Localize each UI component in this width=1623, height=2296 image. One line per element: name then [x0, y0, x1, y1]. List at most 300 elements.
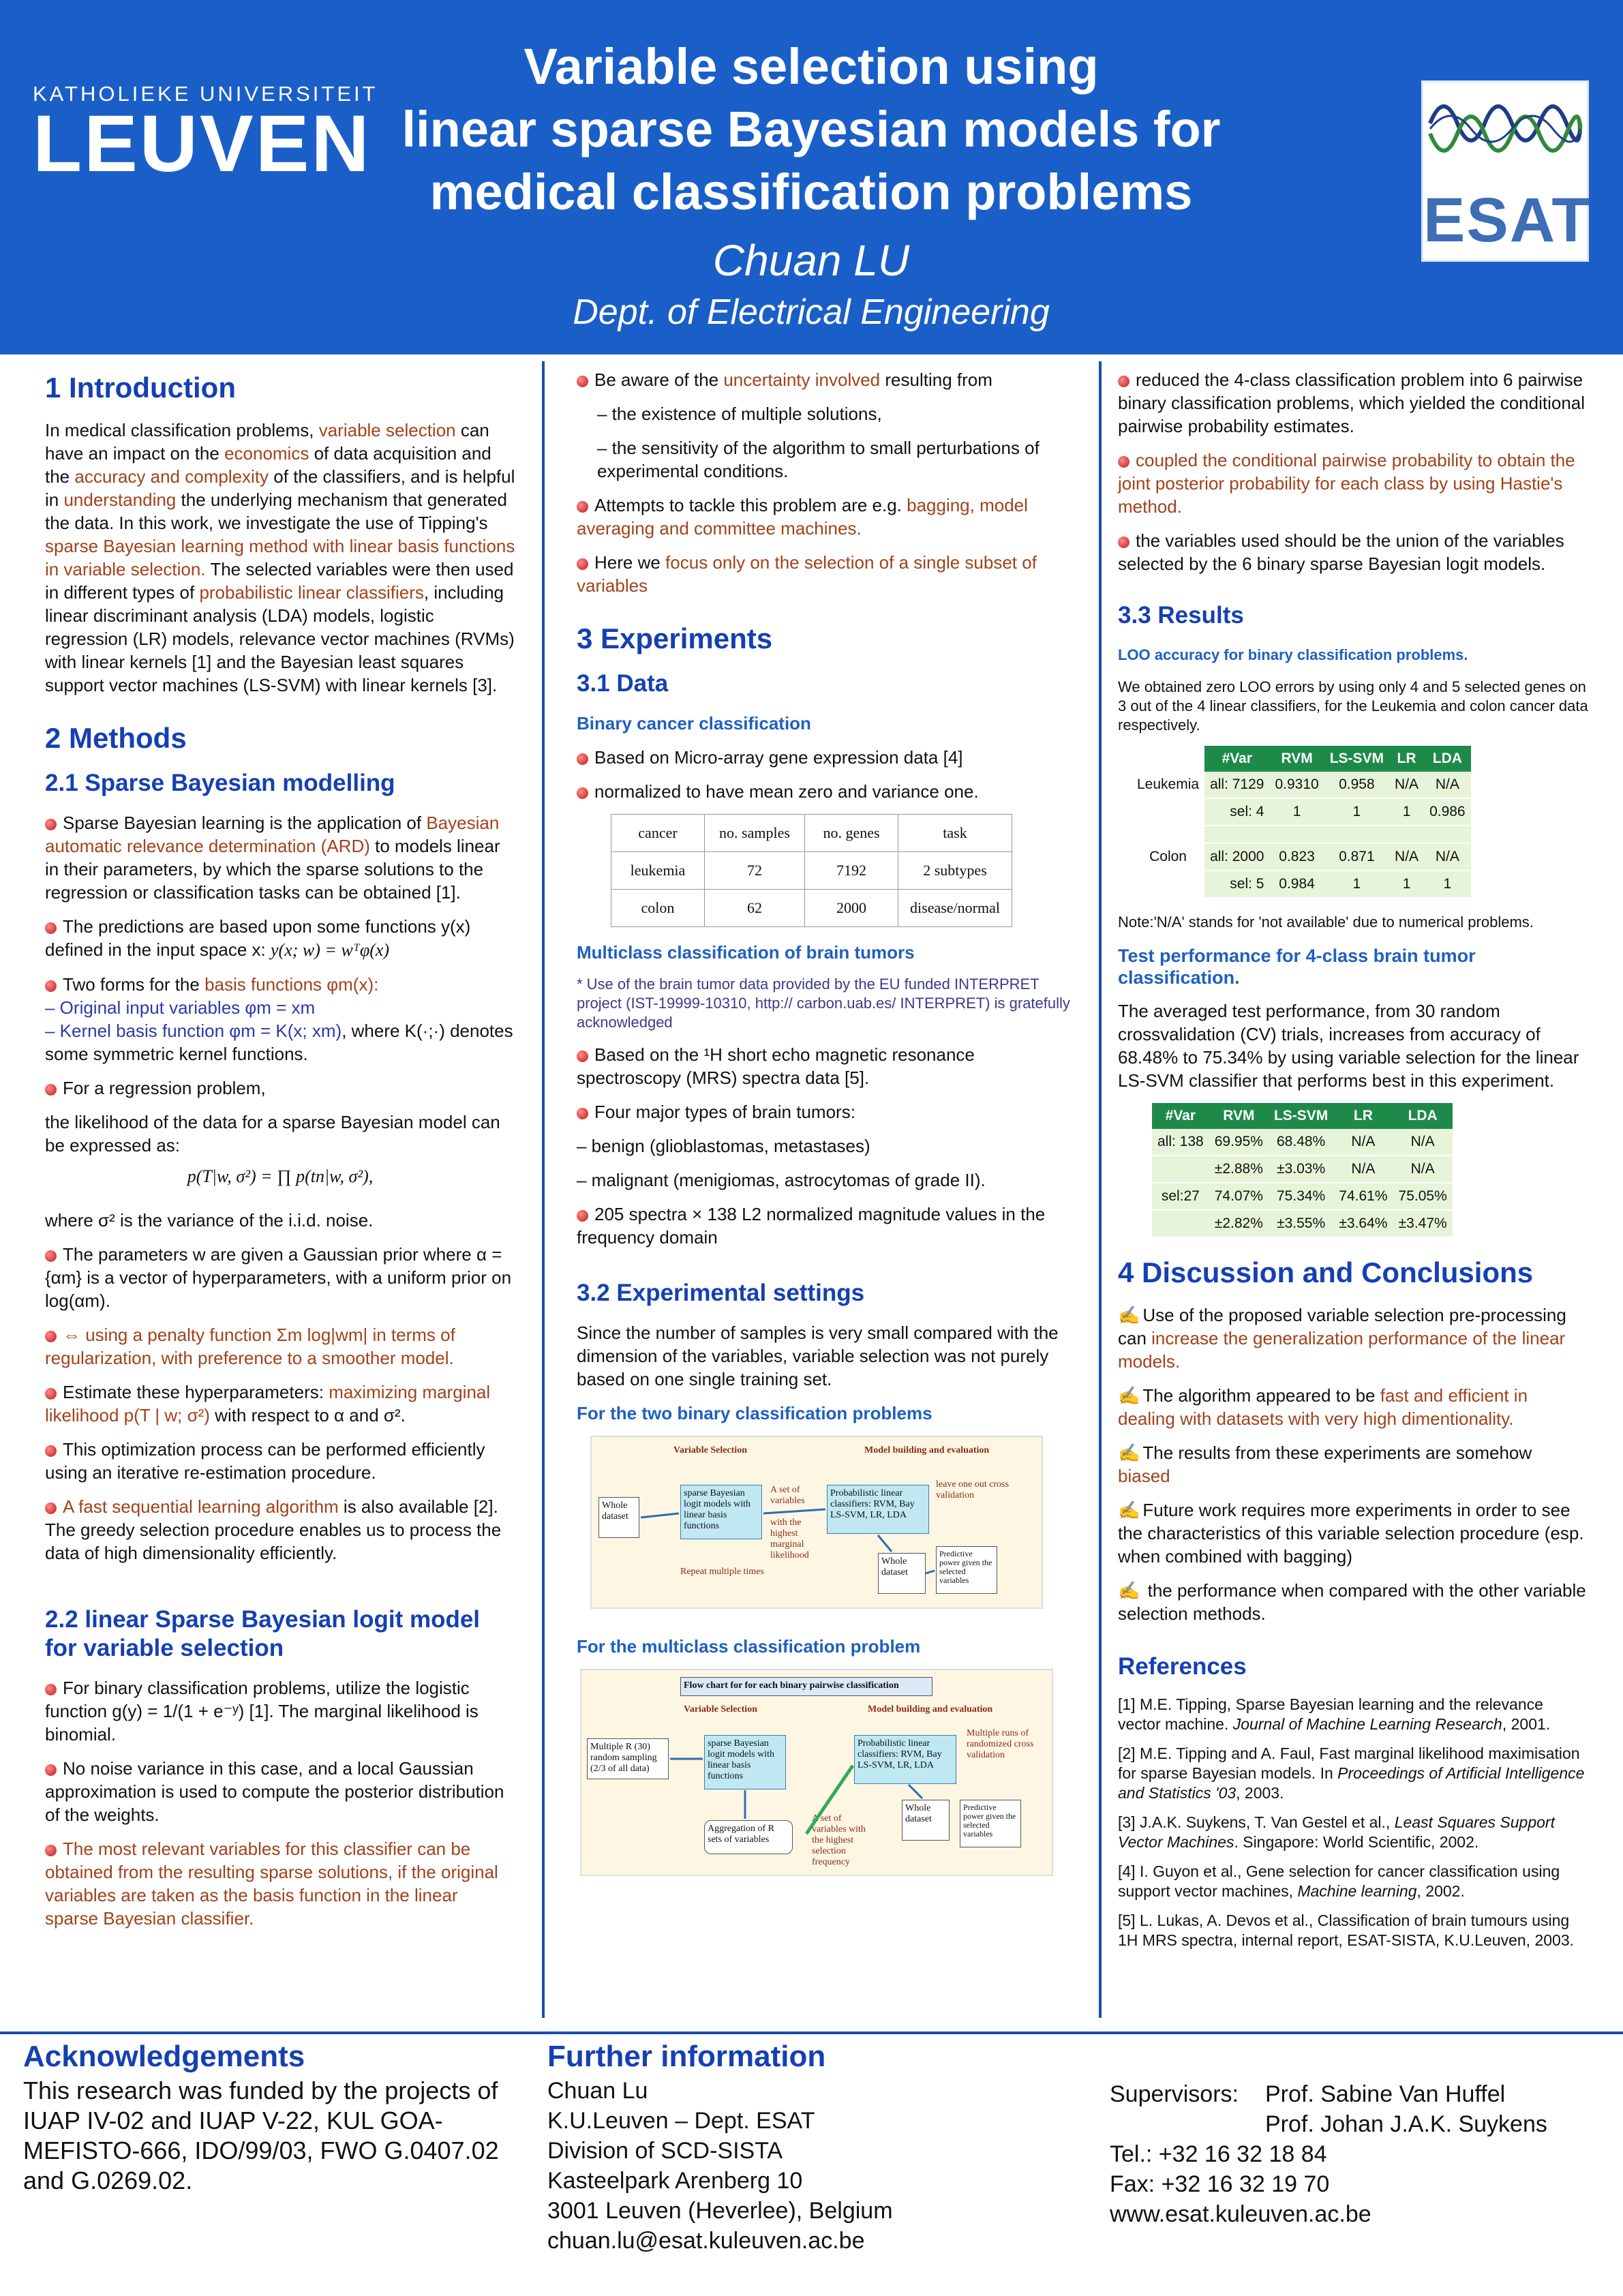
title-line: Variable selection using: [524, 38, 1099, 95]
text: Supervisors:: [1110, 2081, 1239, 2107]
table-cell: RVM: [1269, 746, 1324, 772]
bullet-icon: [1118, 537, 1129, 548]
subheading: LOO accuracy for binary classification problems.: [1118, 646, 1468, 663]
table-row: [1152, 1210, 1453, 1237]
equation: p(T|w, σ²) = ∏ p(tn|w, σ²),: [187, 1166, 374, 1186]
section-heading: 1 Introduction: [45, 372, 236, 404]
flow-label: Model building and evaluation: [868, 1704, 993, 1715]
title-line: linear sparse Bayesian models for: [401, 101, 1221, 157]
table-cell: 7192: [805, 852, 898, 890]
acknowledgement-note: * Use of the brain tumor data provided by the EU funded INTERPRET project (IST-19999-10310, http:// carbon.uab.es/ INTERPRET) is gratefully acknowledged: [577, 976, 1070, 1031]
subheading: For the two binary classification problems: [577, 1403, 932, 1423]
table-cell: 1: [1389, 871, 1424, 898]
bullet-icon: [577, 753, 588, 765]
table-cell: no. samples: [705, 815, 805, 852]
text: Prof. Sabine Van Huffel: [1265, 2081, 1506, 2107]
table-cell: LS-SVM: [1269, 1103, 1333, 1129]
highlight: focus only on the selection of a single subset of variables: [577, 552, 1037, 596]
reference-item: [5] L. Lukas, A. Devos et al., Classification of brain tumours using 1H MRS spectra, internal report, ESAT-SISTA, K.U.Leuven, 2003.: [1118, 1912, 1574, 1949]
highlight: uncertainty involved: [723, 369, 881, 390]
conclusion-item: [1118, 1498, 1588, 1568]
paragraph: We obtained zero LOO errors by using only 4 and 5 selected genes on 3 out of the 4 linear classifiers, for the Leukemia and colon cancer data respectively.: [1118, 678, 1588, 734]
flowchart-binary: [590, 1436, 1043, 1609]
paragraph: the likelihood of the data for a sparse Bayesian model can be expressed as:: [45, 1112, 500, 1155]
table-cell: ±3.64%: [1333, 1210, 1393, 1237]
logo-big-text: LEUVEN: [33, 99, 371, 189]
text: – Kernel basis function φm = K(x; xm): [45, 1021, 342, 1041]
highlight: Bayesian automatic relevance determination (ARD): [45, 813, 500, 856]
table-row: [1132, 871, 1471, 898]
bullet-icon: [577, 501, 588, 513]
table-cell: 74.61%: [1333, 1183, 1393, 1210]
footer-divider: [0, 2031, 1623, 2034]
highlight: bagging, model averaging and committee machines.: [577, 495, 1028, 539]
table-cell: ±2.88%: [1209, 1155, 1269, 1183]
text: to models linear in their parameters, by which the sparse solutions to the regression or classification tasks can be obtained [1].: [45, 836, 500, 903]
text: – Original input variables φm = xm: [45, 997, 316, 1018]
column-3: [1118, 368, 1588, 1960]
flow-box: sparse Bayesian logit models with linear basis functions: [680, 1485, 762, 1539]
table-header-row: [1132, 746, 1471, 772]
table-cell: sel:27: [1152, 1183, 1209, 1210]
table-cell: cancer: [611, 815, 705, 852]
dash-item: – malignant (menigiomas, astrocytomas of grade II).: [577, 1170, 986, 1190]
table-cell: N/A: [1389, 772, 1424, 798]
bullet-paragraph: [577, 368, 1081, 391]
highlight: increase the generalization performance of the linear models.: [1118, 1328, 1566, 1372]
flow-box: Multiple R (30) random sampling (2/3 of all data): [587, 1738, 669, 1779]
table-cell: ±3.55%: [1269, 1210, 1333, 1237]
flow-label: Multiple runs of randomized cross validation: [967, 1728, 1034, 1760]
paragraph: Since the number of samples is very small compared with the dimension of the variables, variable selection was not purely based on one single training set.: [577, 1323, 1059, 1389]
text: , 2002.: [1416, 1882, 1465, 1900]
subsection-heading: 3.1 Data: [577, 670, 669, 697]
text: the underlying mechanism that generated the data. In this work, we investigate the use of Tipping's: [45, 489, 507, 533]
text: Here we: [594, 552, 666, 573]
table-row: [611, 852, 1012, 890]
table-cell: 0.871: [1324, 843, 1389, 871]
test-results-table: [1152, 1103, 1453, 1238]
table-cell: [1269, 826, 1324, 843]
data-table: [611, 814, 1012, 927]
text: resulting from: [880, 369, 992, 390]
table-cell: RVM: [1209, 1103, 1269, 1129]
text: The results from these experiments are somehow: [1142, 1442, 1532, 1463]
bullet-icon: [45, 1084, 57, 1096]
supervisors-contact: [1110, 2079, 1587, 2229]
text: This optimization process can be performed efficiently using an iterative re-estimation procedure.: [45, 1439, 485, 1483]
highlight: fast and efficient in dealing with datasets with very high dimentionality.: [1118, 1385, 1528, 1429]
subheading: For the multiclass classification problem: [577, 1636, 921, 1657]
table-cell: 0.958: [1324, 772, 1389, 798]
table-row: [1132, 826, 1471, 843]
highlight: understanding: [63, 489, 177, 510]
text: of the classifiers, and is helpful in: [45, 466, 515, 510]
text: Machine learning: [1297, 1882, 1417, 1900]
bullet-icon: [45, 1764, 57, 1776]
subheading: Test performance for 4-class brain tumor classification.: [1118, 946, 1476, 988]
flow-box: Probabilistic linear classifiers: RVM, Bay LS-SVM, LR, LDA: [827, 1485, 929, 1534]
highlight: variable selection: [318, 420, 456, 440]
table-row: [1152, 1129, 1453, 1155]
table-cell: 1: [1269, 798, 1324, 826]
text: Based on Micro-array gene expression data [4]: [594, 747, 963, 768]
bullet-icon: [1118, 376, 1129, 387]
pen-icon: ✍: [1118, 1385, 1140, 1406]
esat-wave-icon: [1423, 82, 1587, 185]
flow-box: Aggregation of R sets of variables: [704, 1820, 793, 1854]
table-cell: N/A: [1424, 843, 1471, 871]
bullet-paragraph: [45, 1380, 515, 1427]
text: Sparse Bayesian learning is the application of: [63, 813, 427, 833]
text: Proceedings of Artificial Intelligence and Statistics '03: [1118, 1764, 1585, 1802]
table-cell: #Var: [1204, 746, 1269, 772]
table-cell: N/A: [1393, 1129, 1453, 1155]
highlight: biased: [1118, 1466, 1170, 1486]
supervisor-line: [1110, 2079, 1587, 2109]
bullet-icon: [577, 376, 588, 387]
bullet-paragraph: [45, 811, 515, 904]
info-line: Division of SCD-SISTA: [547, 2138, 783, 2164]
bullet-paragraph: [45, 915, 515, 962]
table-cell: 69.95%: [1209, 1129, 1269, 1155]
highlight: coupled the conditional pairwise probability to obtain the joint posterior probability for each class by using Hastie's method.: [1118, 450, 1575, 517]
text: Journal of Machine Learning Research: [1232, 1715, 1502, 1733]
website-link[interactable]: www.esat.kuleuven.ac.be: [1110, 2201, 1371, 2227]
flow-box: Whole dataset: [878, 1553, 926, 1594]
table-note: Note:'N/A' stands for 'not available' due to numerical problems.: [1118, 913, 1534, 931]
flow-box: Whole dataset: [902, 1800, 950, 1841]
bullet-paragraph: [1118, 368, 1588, 438]
acknowledgements: [23, 2042, 500, 2196]
text: The selected variables were then used in different types of: [45, 559, 514, 603]
supervisor-line: Prof. Johan J.A.K. Suykens: [1265, 2111, 1547, 2137]
flow-box: sparse Bayesian logit models with linear basis functions: [704, 1735, 786, 1789]
table-cell: #Var: [1152, 1103, 1209, 1129]
text: [4] I. Guyon et al., Gene selection for cancer classification using support vector machines,: [1118, 1862, 1560, 1900]
table-cell: 0.986: [1424, 798, 1471, 826]
table-cell: Leukemia: [1132, 772, 1204, 798]
bullet-icon: [577, 1051, 588, 1062]
conclusion-item: [1118, 1303, 1588, 1373]
dash-item: – benign (glioblastomas, metastases): [577, 1136, 870, 1156]
bullet-icon: [45, 1502, 57, 1514]
table-cell: sel: 4: [1204, 798, 1269, 826]
table-cell: LDA: [1424, 746, 1471, 772]
text: The algorithm appeared to be: [1142, 1385, 1380, 1406]
highlight: A fast sequential learning algorithm: [63, 1496, 339, 1517]
flow-label: A set of variables: [770, 1485, 805, 1506]
table-cell: all: 2000: [1204, 843, 1269, 871]
paragraph: where σ² is the variance of the i.i.d. noise.: [45, 1210, 374, 1230]
subsection-heading: 2.2 linear Sparse Bayesian logit model for variable selection: [45, 1606, 481, 1661]
table-cell: LR: [1389, 746, 1424, 772]
pen-icon: ✍: [1118, 1500, 1140, 1520]
table-cell: 75.05%: [1393, 1183, 1453, 1210]
flow-label: A set of variables with the highest selection frequency: [812, 1813, 866, 1867]
text: with respect to α and σ².: [209, 1405, 406, 1425]
highlight: The most relevant variables for this classifier can be obtained from the resulting sparse solutions, if the original variables are taken as the basis function in the linear sparse Bayesian classifier.: [45, 1839, 498, 1929]
text: normalized to have mean zero and variance one.: [594, 781, 979, 802]
table-cell: 75.34%: [1269, 1183, 1333, 1210]
highlight: economics: [224, 443, 309, 464]
subsection-heading: 3.2 Experimental settings: [577, 1280, 865, 1306]
table-cell: [1204, 826, 1269, 843]
highlight: sparse Bayesian learning method with linear basis functions in variable selection.: [45, 536, 515, 579]
bullet-icon: [45, 1331, 57, 1342]
bullet-paragraph: [45, 973, 515, 1066]
bullet-icon: [577, 787, 588, 799]
table-cell: 0.823: [1269, 843, 1324, 871]
table-cell: [1324, 826, 1389, 843]
table-cell: [1132, 871, 1204, 898]
info-line: 3001 Leuven (Heverlee), Belgium: [547, 2198, 893, 2224]
text: reduced the 4-class classification problem into 6 pairwise binary classification problems, which yielded the conditional pairwise probability estimates.: [1118, 369, 1586, 436]
bullet-icon: [45, 922, 57, 934]
table-cell: Colon: [1132, 843, 1204, 871]
highlight: ⇔ using a penalty function Σm log|wm| in terms of regularization, with preference to a smoother model.: [45, 1325, 455, 1368]
column-divider: [542, 361, 545, 2018]
text: Four major types of brain tumors:: [594, 1102, 855, 1122]
highlight: basis functions φm(x):: [204, 974, 379, 995]
text: [1] M.E. Tipping, Sparse Bayesian learning and the relevance vector machine.: [1118, 1695, 1543, 1733]
info-line: Kasteelpark Arenberg 10: [547, 2168, 803, 2194]
text: Future work requires more experiments in order to see the characteristics of this variable selection procedure (esp. when combined with bagging): [1118, 1500, 1584, 1567]
bullet-paragraph: [45, 1757, 515, 1826]
table-cell: N/A: [1333, 1129, 1393, 1155]
text: , including linear discriminant analysis (LDA) models, logistic regression (LR) models, relevance vector machines (RVMs) with linear kernels [1] and the Bayesian least squares support vector machines (LS-SVM) with linear kernels [3].: [45, 582, 515, 695]
email-link[interactable]: chuan.lu@esat.kuleuven.ac.be: [547, 2228, 865, 2254]
text: Use of the proposed variable selection pre-processing can: [1118, 1305, 1566, 1348]
flow-arrows: [581, 1670, 1052, 1875]
info-line: Chuan Lu: [547, 2078, 648, 2104]
table-cell: 1: [1389, 798, 1424, 826]
column-1: [45, 368, 515, 1941]
acknowledgement-text: This research was funded by the projects of IUAP IV-02 and IUAP V-22, KUL GOA-MEFISTO-666, IDO/99/03, FWO G.0407.02 and G.0269.02.: [23, 2076, 499, 2194]
text: the performance when compared with the other variable selection methods.: [1118, 1580, 1586, 1624]
text: of data acquisition and the: [45, 443, 491, 487]
subheading: Binary cancer classification: [577, 713, 811, 734]
flow-label: Variable Selection: [684, 1704, 757, 1715]
header-banner: [0, 0, 1623, 354]
flow-label: leave one out cross validation: [936, 1479, 1009, 1500]
table-row: [1152, 1183, 1453, 1210]
pen-icon: ✍: [1118, 1580, 1140, 1601]
bullet-icon: [45, 1684, 57, 1695]
bullet-paragraph: [577, 551, 1081, 597]
flowchart-multiclass: [580, 1669, 1053, 1876]
flow-box: Predictive power given the selected variables: [960, 1800, 1021, 1847]
table-row: [1132, 772, 1471, 798]
table-cell: 1: [1424, 871, 1471, 898]
section-heading: 3 Experiments: [577, 622, 773, 654]
section-heading: 2 Methods: [45, 722, 187, 754]
text: [3] J.A.K. Suykens, T. Van Gestel et al.,: [1118, 1813, 1395, 1831]
references-heading: References: [1118, 1653, 1247, 1680]
bullet-paragraph: [577, 780, 1081, 803]
reference-item: [1118, 1862, 1588, 1901]
table-cell: 0.9310: [1269, 772, 1324, 798]
reference-item: [1118, 1744, 1588, 1803]
bullet-paragraph: [1118, 449, 1588, 518]
table-row: [1132, 798, 1471, 826]
reference-item: [1118, 1813, 1588, 1852]
table-cell: 0.984: [1269, 871, 1324, 898]
bullet-icon: [45, 1445, 57, 1457]
bullet-paragraph: [45, 1495, 515, 1565]
conclusion-item: [1118, 1579, 1588, 1625]
table-cell: 68.48%: [1269, 1129, 1333, 1155]
text: . Singapore: World Scientific, 2002.: [1234, 1833, 1479, 1851]
text: Least Squares Support Vector Machines: [1118, 1813, 1555, 1851]
table-cell: LS-SVM: [1324, 746, 1389, 772]
table-cell: 72: [705, 852, 805, 890]
text: The parameters w are given a Gaussian prior where α = {αm} is a vector of hyperparameters, with a uniform prior on log(αm).: [45, 1244, 512, 1311]
equation: y(x; w) = wᵀφ(x): [271, 940, 390, 960]
table-cell: N/A: [1333, 1155, 1393, 1183]
table-cell: ±2.82%: [1209, 1210, 1269, 1237]
table-cell: [1152, 1210, 1209, 1237]
table-cell: 62: [705, 890, 805, 927]
flow-box: Flow chart for for each binary pairwise classification: [680, 1677, 932, 1696]
flow-box: Probabilistic linear classifiers: RVM, Bay LS-SVM, LR, LDA: [854, 1735, 956, 1784]
text: Attempts to tackle this problem are e.g.: [594, 495, 907, 515]
bullet-icon: [45, 1845, 57, 1856]
highlight: maximizing marginal likelihood p(T | w; σ²): [45, 1382, 491, 1425]
bullet-paragraph: [577, 1203, 1081, 1249]
flow-label: Variable Selection: [673, 1445, 747, 1455]
bullet-paragraph: [577, 746, 1081, 769]
table-cell: all: 7129: [1204, 772, 1269, 798]
bullet-paragraph: [45, 1837, 515, 1930]
table-cell: sel: 5: [1204, 871, 1269, 898]
esat-logo: [1421, 80, 1592, 262]
references-list: [1118, 1695, 1588, 1950]
table-cell: task: [898, 815, 1012, 852]
table-cell: leukemia: [611, 852, 705, 890]
title-line: medical classification problems: [429, 164, 1193, 220]
info-line: K.U.Leuven – Dept. ESAT: [547, 2108, 815, 2134]
subsection-heading: 2.1 Sparse Bayesian modelling: [45, 770, 395, 796]
table-cell: [1424, 826, 1471, 843]
table-row: [1152, 1155, 1453, 1183]
text: , where K(·;·) denotes some symmetric kernel functions.: [45, 1021, 513, 1064]
loo-results-table: [1132, 746, 1471, 898]
highlight: accuracy and complexity: [74, 466, 269, 487]
table-cell: 1: [1324, 798, 1389, 826]
bullet-icon: [45, 980, 57, 992]
flow-label: Model building and evaluation: [864, 1445, 990, 1455]
table-cell: LR: [1333, 1103, 1393, 1129]
bullet-paragraph: [45, 1243, 515, 1312]
table-row: [611, 890, 1012, 927]
table-cell: 1: [1324, 871, 1389, 898]
bullet-icon: [45, 1250, 57, 1262]
bullet-paragraph: [45, 1076, 515, 1100]
bullet-icon: [45, 1388, 57, 1400]
table-cell: 74.07%: [1209, 1183, 1269, 1210]
table-cell: no. genes: [805, 815, 898, 852]
text: For binary classification problems, utilize the logistic function g(y) = 1/(1 + e⁻ʸ) [1]. The marginal likelihood is binomial.: [45, 1678, 479, 1744]
author: Chuan LU: [712, 236, 910, 285]
paragraph: The averaged test performance, from 30 random crossvalidation (CV) trials, increases from accuracy of 68.48% to 75.34% by using variable selection for the linear LS-SVM classifier that performs best in this experiment.: [1118, 1001, 1579, 1091]
column-divider: [1099, 361, 1102, 2018]
fax: Fax: +32 16 32 19 70: [1110, 2171, 1330, 2197]
table-cell: [1132, 826, 1204, 843]
bullet-icon: [577, 1210, 588, 1222]
bullet-paragraph: [577, 1043, 1081, 1089]
flow-label: Repeat multiple times: [680, 1567, 764, 1577]
text: Estimate these hyperparameters:: [63, 1382, 329, 1402]
table-header-row: [1152, 1103, 1453, 1129]
dash-item: – the sensitivity of the algorithm to small perturbations of experimental conditions.: [597, 438, 1040, 481]
table-cell: N/A: [1424, 772, 1471, 798]
footer-heading: Acknowledgements: [23, 2040, 305, 2073]
reference-item: [1118, 1695, 1588, 1734]
table-cell: 2 subtypes: [898, 852, 1012, 890]
table-cell: LDA: [1393, 1103, 1453, 1129]
poster-title: [314, 35, 1309, 224]
bullet-paragraph: [45, 1676, 515, 1746]
table-cell: ±3.47%: [1393, 1210, 1453, 1237]
text: [2] M.E. Tipping and A. Faul, Fast marginal likelihood maximisation for sparse Bayesian models. In: [1118, 1744, 1580, 1782]
table-cell: [1132, 746, 1204, 772]
table-cell: [1389, 826, 1424, 843]
further-information: [547, 2042, 970, 2256]
bullet-icon: [45, 819, 57, 830]
bullet-icon: [577, 1108, 588, 1119]
tel: Tel.: +32 16 32 18 84: [1110, 2141, 1327, 2167]
text: Based on the ¹H short echo magnetic resonance spectroscopy (MRS) spectra data [5].: [577, 1044, 975, 1088]
text: The predictions are based upon some functions y(x) defined in the input space x:: [45, 916, 471, 960]
subheading: Multiclass classification of brain tumors: [577, 942, 915, 963]
table-cell: [1152, 1155, 1209, 1183]
conclusion-item: [1118, 1384, 1588, 1430]
table-cell: [1132, 798, 1204, 826]
bullet-paragraph: [577, 1100, 1081, 1123]
table-cell: all: 138: [1152, 1129, 1209, 1155]
text: , 2001.: [1502, 1715, 1551, 1733]
table-header-row: [611, 815, 1012, 852]
text: can have an impact on the: [45, 420, 489, 464]
text: Be aware of the: [594, 369, 724, 390]
bullet-icon: [1118, 456, 1129, 468]
text: the variables used should be the union of the variables selected by the 6 binary sparse Bayesian logit models.: [1118, 530, 1564, 574]
text: , 2003.: [1236, 1784, 1284, 1802]
text: is also available [2]. The greedy selection procedure enables us to process the data of high dimensionality efficiently.: [45, 1496, 502, 1563]
esat-logo-text: ESAT: [1423, 185, 1592, 255]
table-cell: 2000: [805, 890, 898, 927]
table-cell: ±3.03%: [1269, 1155, 1333, 1183]
logo-small-text: KATHOLIEKE UNIVERSITEIT: [33, 82, 378, 106]
bullet-paragraph: [1118, 529, 1588, 575]
subsection-heading: 3.3 Results: [1118, 602, 1244, 629]
bullet-icon: [577, 558, 588, 570]
table-cell: N/A: [1389, 843, 1424, 871]
text: For a regression problem,: [63, 1078, 266, 1098]
footer-heading: Further information: [547, 2040, 826, 2073]
table-cell: colon: [611, 890, 705, 927]
text: 205 spectra × 138 L2 normalized magnitude values in the frequency domain: [577, 1204, 1046, 1248]
conclusion-item: [1118, 1441, 1588, 1487]
bullet-paragraph: [45, 1323, 515, 1370]
table-row: [1132, 843, 1471, 871]
flow-box: Predictive power given the selected variables: [936, 1546, 997, 1594]
highlight: probabilistic linear classifiers: [199, 582, 424, 603]
text: In medical classification problems,: [45, 420, 319, 440]
text: No noise variance in this case, and a local Gaussian approximation is used to compute the posterior distribution of the weights.: [45, 1758, 504, 1825]
table-cell: N/A: [1393, 1155, 1453, 1183]
